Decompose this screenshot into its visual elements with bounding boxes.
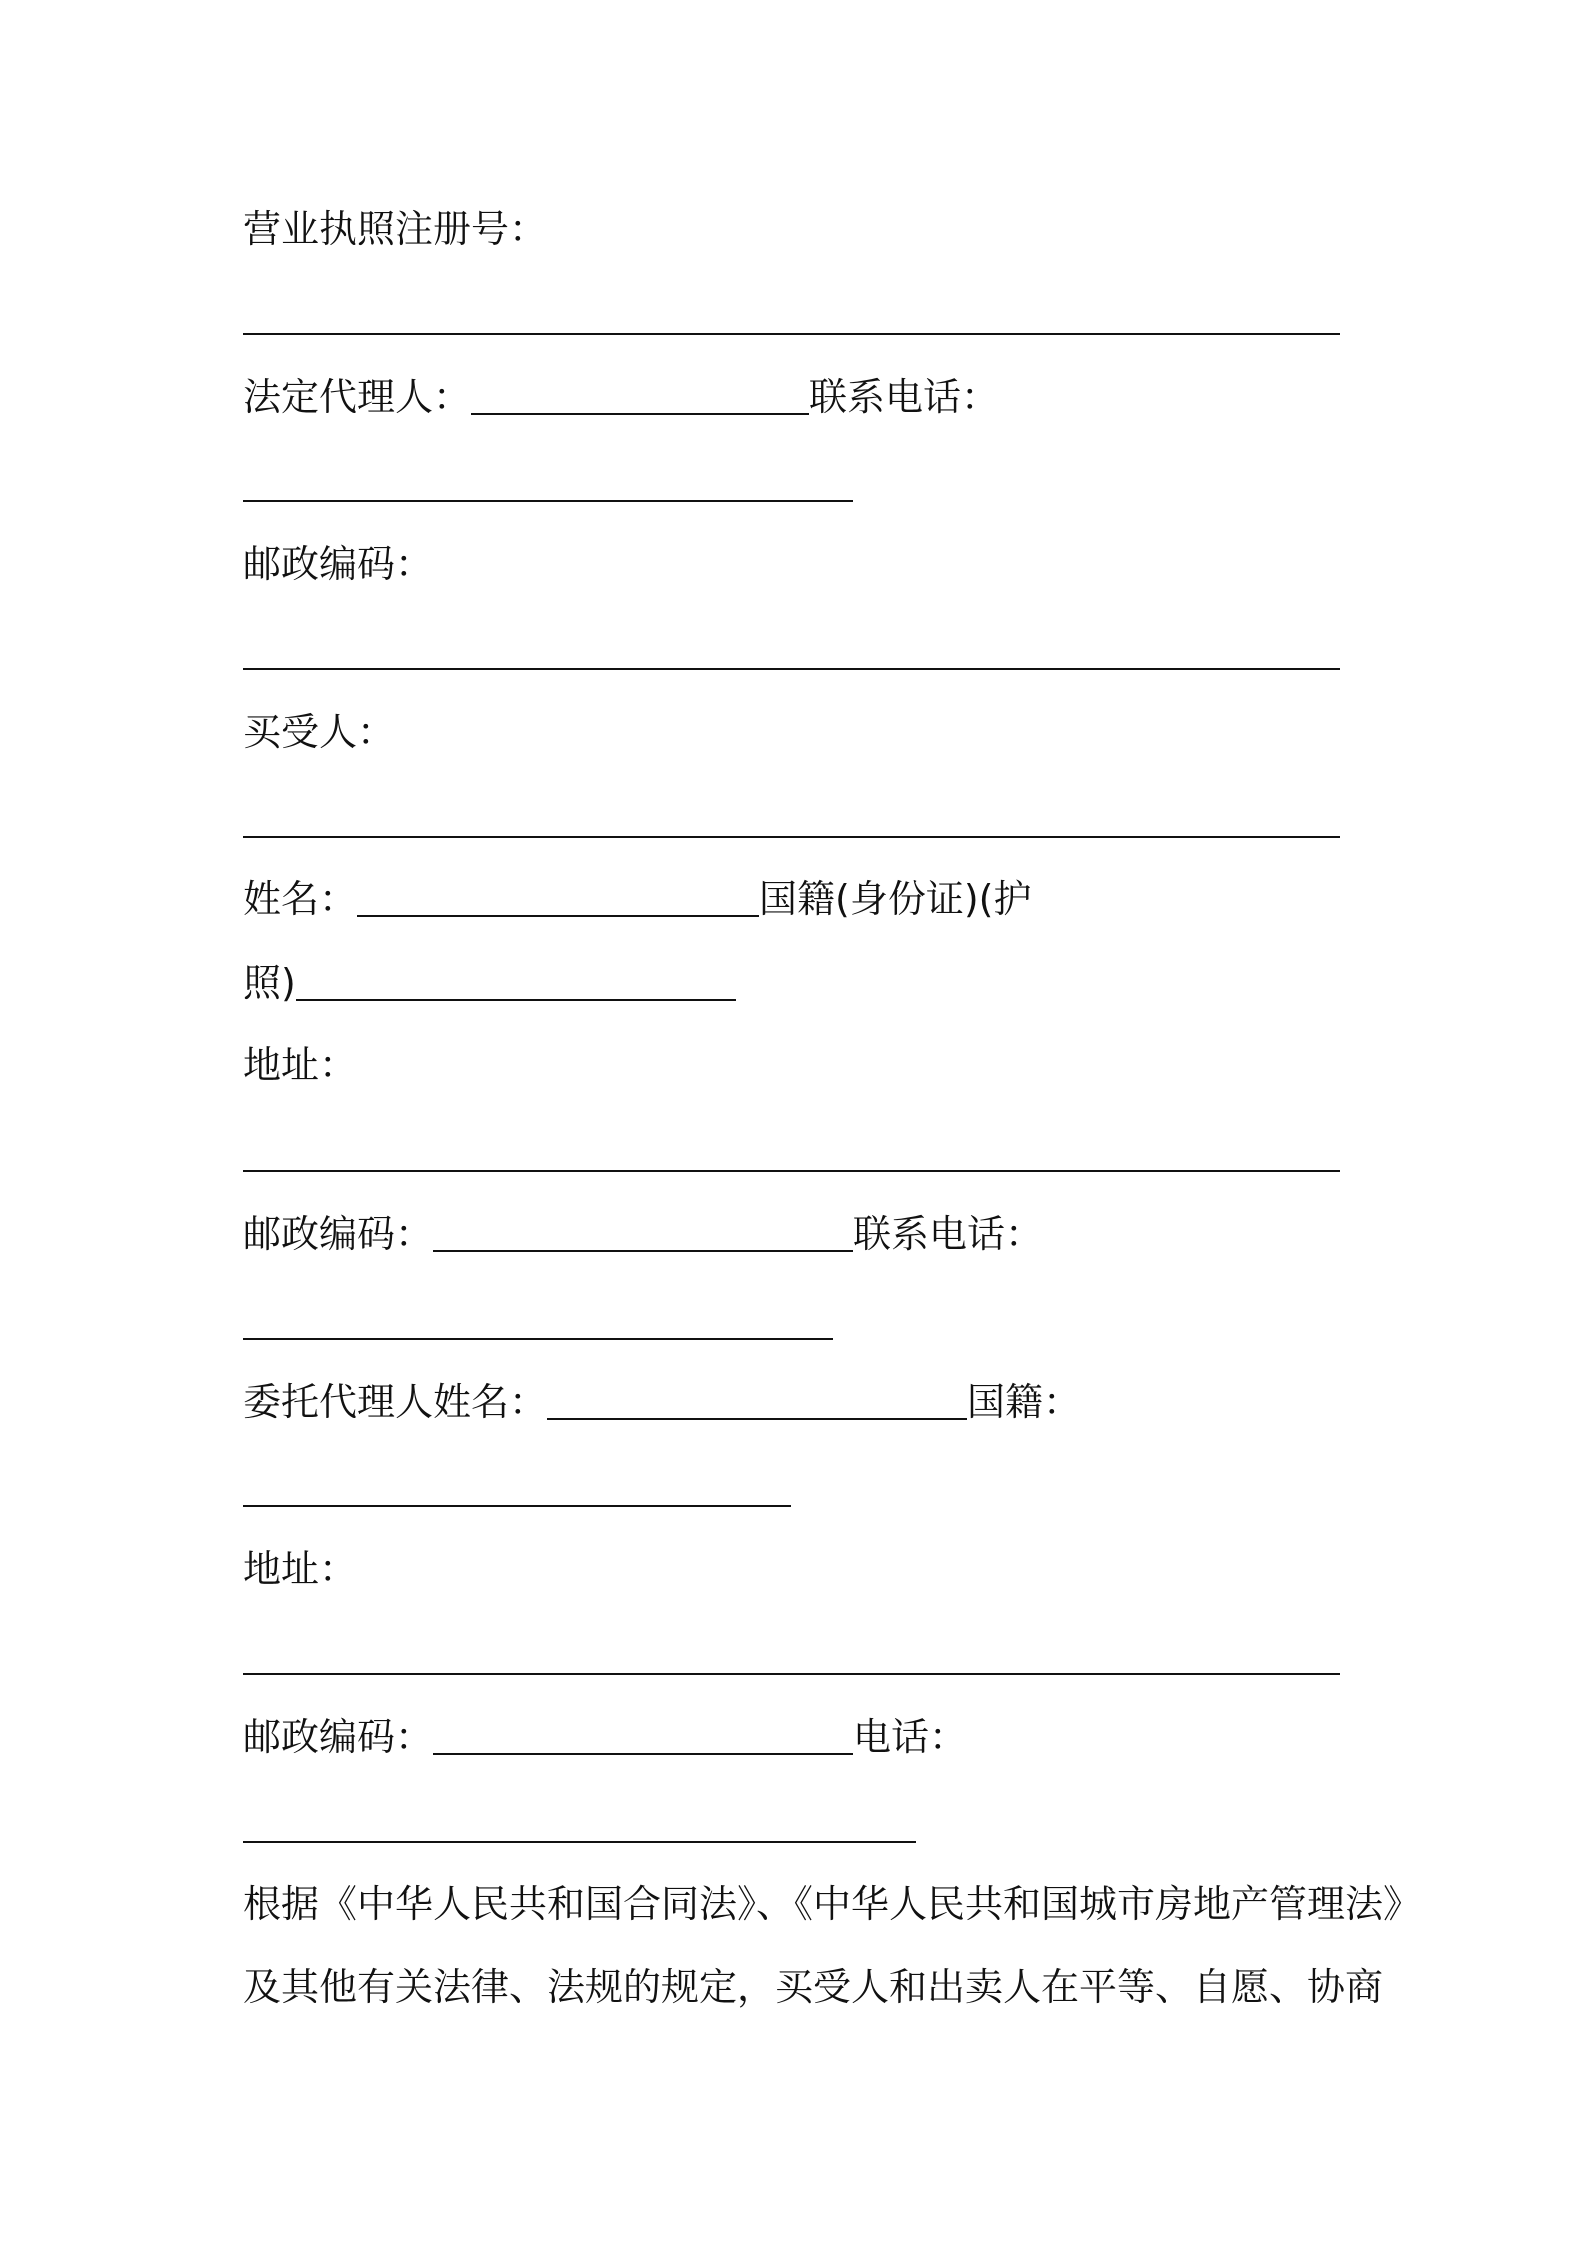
buyer-postal-label: 邮政编码：	[243, 1212, 434, 1256]
buyer-passport-row	[243, 959, 736, 1007]
buyer-address-blank[interactable]	[243, 1170, 1340, 1172]
agent-address-label: 地址：	[243, 1547, 358, 1591]
agent-name-row	[243, 1378, 1081, 1426]
license-number-label: 营业执照注册号：	[243, 207, 548, 251]
seller-postal-blank[interactable]	[243, 668, 1340, 670]
license-number-blank[interactable]	[243, 333, 1340, 335]
buyer-nationality-id-label: 国籍(身份证)(护	[759, 877, 1032, 921]
agent-postal-blank[interactable]	[433, 1753, 853, 1755]
buyer-address-label: 地址：	[243, 1043, 358, 1087]
buyer-passport-blank[interactable]	[296, 999, 736, 1001]
agent-phone-label: 电话：	[853, 1715, 968, 1759]
seller-postal-row	[243, 540, 433, 588]
agent-postal-label: 邮政编码：	[243, 1715, 434, 1759]
legal-agent-label: 法定代理人：	[243, 375, 472, 419]
legal-agent-blank[interactable]	[471, 413, 809, 415]
seller-postal-label: 邮政编码：	[243, 542, 434, 586]
license-number-row	[243, 205, 547, 253]
buyer-title-blank[interactable]	[243, 836, 1340, 838]
buyer-title-label: 买受人：	[243, 710, 396, 754]
agent-address-row	[243, 1545, 357, 1593]
agent-address-blank[interactable]	[243, 1673, 1340, 1675]
agent-postal-row	[243, 1713, 967, 1761]
preamble-line-2: 及其他有关法律、法规的规定，买受人和出卖人在平等、自愿、协商	[243, 1965, 1384, 2009]
buyer-passport-label: 照)	[243, 961, 296, 1005]
buyer-phone-label: 联系电话：	[853, 1212, 1044, 1256]
buyer-name-blank[interactable]	[357, 915, 759, 917]
legal-agent-row	[243, 373, 999, 421]
buyer-address-row	[243, 1041, 357, 1089]
buyer-postal-blank[interactable]	[433, 1250, 853, 1252]
buyer-name-row	[243, 875, 1032, 923]
agent-nationality-blank[interactable]	[243, 1505, 791, 1507]
agent-nationality-label: 国籍：	[967, 1380, 1082, 1424]
legal-agent-phone-label: 联系电话：	[809, 375, 1000, 419]
agent-name-blank[interactable]	[547, 1418, 967, 1420]
buyer-phone-blank[interactable]	[243, 1338, 833, 1340]
legal-agent-phone-blank[interactable]	[243, 500, 853, 502]
agent-name-label: 委托代理人姓名：	[243, 1380, 548, 1424]
buyer-title-row	[243, 708, 395, 756]
preamble-line-1: 根据《中华人民共和国合同法》、《中华人民共和国城市房地产管理法》	[243, 1882, 1422, 1926]
buyer-name-label: 姓名：	[243, 877, 358, 921]
buyer-postal-row	[243, 1210, 1043, 1258]
agent-phone-blank[interactable]	[243, 1841, 916, 1843]
